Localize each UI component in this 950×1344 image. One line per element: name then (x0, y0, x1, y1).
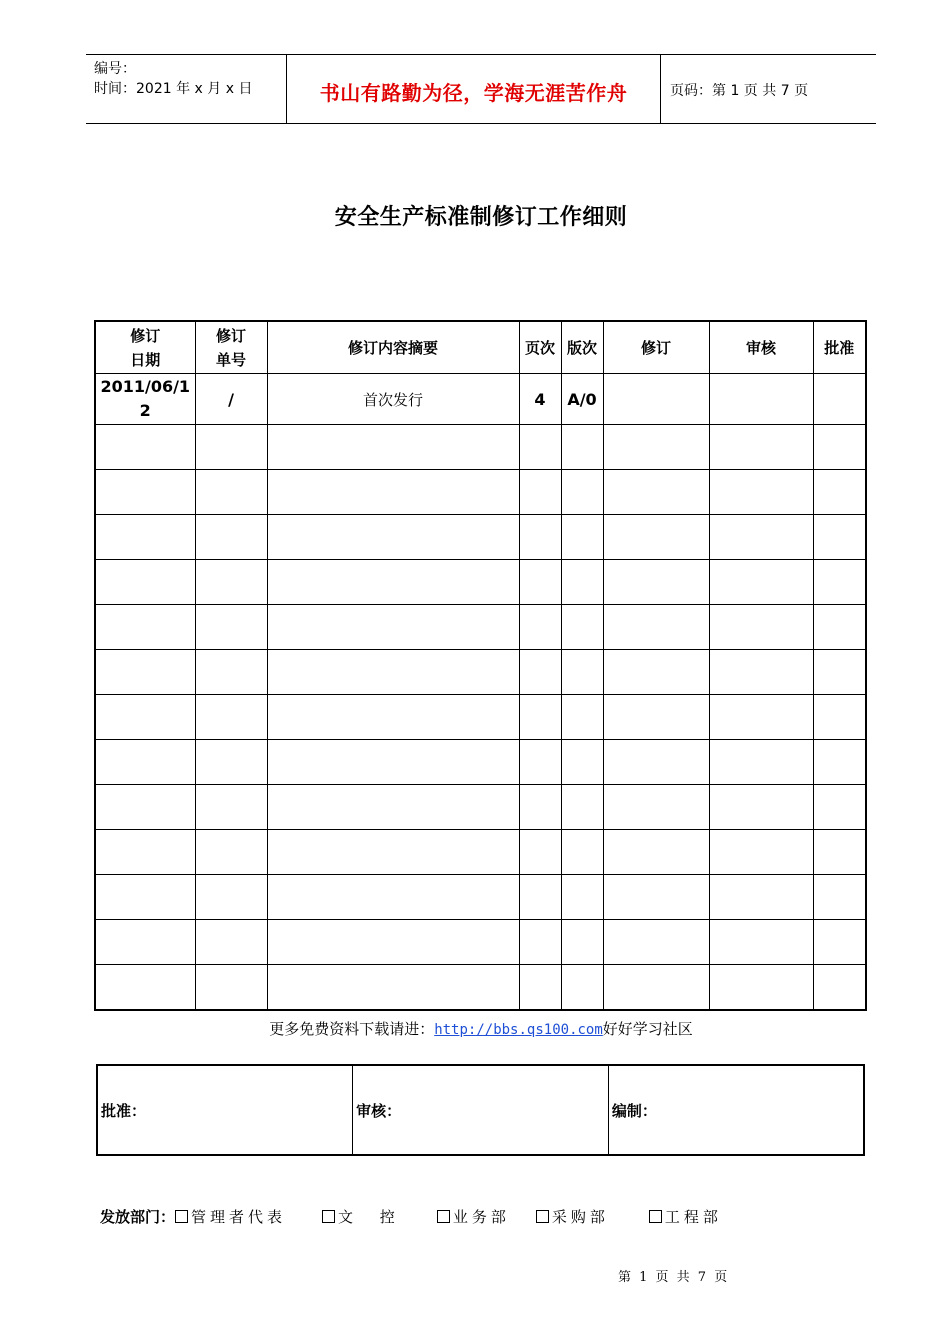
table-cell (709, 515, 813, 560)
header-page-number: 页码：第 1 页 共 7 页 (670, 83, 809, 99)
table-cell (603, 830, 709, 875)
cell-order-no: / (195, 374, 267, 425)
header-revise: 修订 (603, 321, 709, 374)
download-note-suffix: 好好学习社区 (602, 1020, 693, 1038)
table-cell (519, 425, 561, 470)
table-cell (195, 560, 267, 605)
table-cell (519, 920, 561, 965)
table-row (95, 965, 866, 1011)
table-cell (813, 425, 866, 470)
table-cell (195, 605, 267, 650)
table-cell (267, 515, 519, 560)
table-cell (813, 875, 866, 920)
table-cell (709, 740, 813, 785)
checkbox[interactable] (649, 1210, 662, 1223)
table-row (95, 560, 866, 605)
table-cell (813, 605, 866, 650)
table-cell (195, 830, 267, 875)
header-approve: 批准 (813, 321, 866, 374)
distribution-label: 发放部门： (100, 1208, 176, 1226)
table-row (95, 740, 866, 785)
table-cell (195, 695, 267, 740)
table-cell (709, 650, 813, 695)
table-cell (813, 470, 866, 515)
table-row (95, 374, 866, 425)
header-version: 版次 (561, 321, 603, 374)
table-cell (195, 920, 267, 965)
table-cell (519, 515, 561, 560)
table-cell (195, 740, 267, 785)
compile-field: 编制： (608, 1065, 864, 1155)
table-cell (195, 425, 267, 470)
checkbox[interactable] (322, 1210, 335, 1223)
table-cell (561, 875, 603, 920)
table-cell (603, 605, 709, 650)
page-footer: 第 1 页 共 7 页 (618, 1270, 728, 1285)
table-cell (95, 785, 195, 830)
document-title: 安全生产标准制修订工作细则 (334, 204, 628, 230)
table-header-row (95, 321, 866, 374)
table-cell (95, 605, 195, 650)
checkbox[interactable] (437, 1210, 450, 1223)
distribution-option[interactable]: 采购部 (536, 1208, 609, 1226)
table-cell (519, 965, 561, 1011)
table-row (95, 920, 866, 965)
cell-approve (813, 374, 866, 425)
table-cell (95, 560, 195, 605)
table-cell (603, 425, 709, 470)
table-cell (267, 605, 519, 650)
distribution-option[interactable]: 业务部 (437, 1208, 510, 1226)
table-cell (813, 965, 866, 1011)
cell-summary: 首次发行 (267, 374, 519, 425)
table-cell (709, 425, 813, 470)
table-cell (561, 560, 603, 605)
table-cell (519, 470, 561, 515)
table-cell (813, 515, 866, 560)
table-cell (813, 695, 866, 740)
table-cell (813, 920, 866, 965)
cell-date: 2011/06/12 (95, 374, 195, 425)
table-row (95, 875, 866, 920)
table-cell (603, 785, 709, 830)
table-row (95, 785, 866, 830)
distribution-option[interactable]: 管理者代表 (175, 1208, 286, 1226)
table-row (95, 695, 866, 740)
table-cell (709, 605, 813, 650)
table-cell (603, 965, 709, 1011)
table-cell (603, 650, 709, 695)
table-cell (561, 605, 603, 650)
table-cell (561, 830, 603, 875)
download-link[interactable]: http://bbs.qs100.com (434, 1022, 603, 1038)
header-revision-summary: 修订内容摘要 (267, 321, 519, 374)
table-cell (709, 875, 813, 920)
table-cell (561, 920, 603, 965)
table-cell (813, 650, 866, 695)
header-meta (94, 59, 252, 99)
table-cell (561, 965, 603, 1011)
header-revision-order-no: 修订单号 (195, 321, 267, 374)
table-cell (709, 830, 813, 875)
table-cell (195, 515, 267, 560)
table-cell (95, 650, 195, 695)
table-cell (603, 695, 709, 740)
table-row (95, 605, 866, 650)
document-number-label: 编号： (94, 61, 136, 77)
document-header (86, 54, 876, 124)
table-cell (813, 560, 866, 605)
table-cell (195, 470, 267, 515)
table-cell (267, 425, 519, 470)
table-cell (267, 740, 519, 785)
review-field: 审核： (353, 1065, 609, 1155)
document-time-label: 时间：2021 年 x 月 x 日 (94, 81, 253, 97)
table-cell (603, 560, 709, 605)
table-cell (709, 965, 813, 1011)
table-cell (95, 920, 195, 965)
cell-page: 4 (519, 374, 561, 425)
cell-review (709, 374, 813, 425)
download-note (0, 1018, 950, 1039)
table-cell (561, 515, 603, 560)
table-cell (95, 515, 195, 560)
cell-version: A/0 (561, 374, 603, 425)
checkbox[interactable] (536, 1210, 549, 1223)
table-cell (267, 965, 519, 1011)
table-cell (195, 650, 267, 695)
table-cell (561, 470, 603, 515)
header-motto: 书山有路勤为径，学海无涯苦作舟 (319, 81, 628, 105)
table-cell (267, 695, 519, 740)
table-cell (267, 830, 519, 875)
table-row (95, 830, 866, 875)
table-cell (267, 650, 519, 695)
table-cell (519, 830, 561, 875)
revision-table (94, 320, 867, 1011)
table-row (95, 425, 866, 470)
table-cell (95, 875, 195, 920)
table-cell (561, 425, 603, 470)
table-cell (519, 875, 561, 920)
table-cell (519, 650, 561, 695)
table-cell (561, 785, 603, 830)
table-cell (709, 920, 813, 965)
table-cell (813, 740, 866, 785)
table-cell (95, 830, 195, 875)
table-cell (561, 740, 603, 785)
table-row (95, 470, 866, 515)
table-cell (813, 785, 866, 830)
table-cell (519, 695, 561, 740)
distribution-option[interactable]: 工程部 (649, 1208, 722, 1226)
table-cell (603, 920, 709, 965)
table-cell (267, 875, 519, 920)
download-note-prefix: 更多免费资料下载请进： (269, 1020, 435, 1038)
table-cell (519, 740, 561, 785)
header-review: 审核 (709, 321, 813, 374)
table-cell (195, 785, 267, 830)
table-cell (561, 650, 603, 695)
approve-field: 批准： (97, 1065, 353, 1155)
header-revision-date: 修订日期 (95, 321, 195, 374)
table-cell (519, 785, 561, 830)
table-cell (267, 560, 519, 605)
table-cell (519, 605, 561, 650)
approval-box (96, 1064, 865, 1156)
table-cell (709, 470, 813, 515)
table-cell (709, 785, 813, 830)
table-cell (519, 560, 561, 605)
distribution-option[interactable]: 文 控 (322, 1208, 399, 1226)
table-cell (195, 875, 267, 920)
table-cell (709, 695, 813, 740)
table-cell (267, 920, 519, 965)
table-cell (267, 785, 519, 830)
header-divider (660, 55, 661, 123)
table-row (95, 650, 866, 695)
table-row (95, 515, 866, 560)
table-cell (95, 740, 195, 785)
table-cell (195, 965, 267, 1011)
table-cell (95, 965, 195, 1011)
table-cell (709, 560, 813, 605)
table-cell (95, 695, 195, 740)
cell-revise (603, 374, 709, 425)
table-cell (95, 425, 195, 470)
header-page: 页次 (519, 321, 561, 374)
table-cell (95, 470, 195, 515)
table-cell (561, 695, 603, 740)
table-cell (813, 830, 866, 875)
table-cell (603, 515, 709, 560)
table-cell (603, 470, 709, 515)
table-cell (603, 740, 709, 785)
table-cell (603, 875, 709, 920)
table-cell (267, 470, 519, 515)
distribution-departments (100, 1206, 722, 1227)
checkbox[interactable] (175, 1210, 188, 1223)
